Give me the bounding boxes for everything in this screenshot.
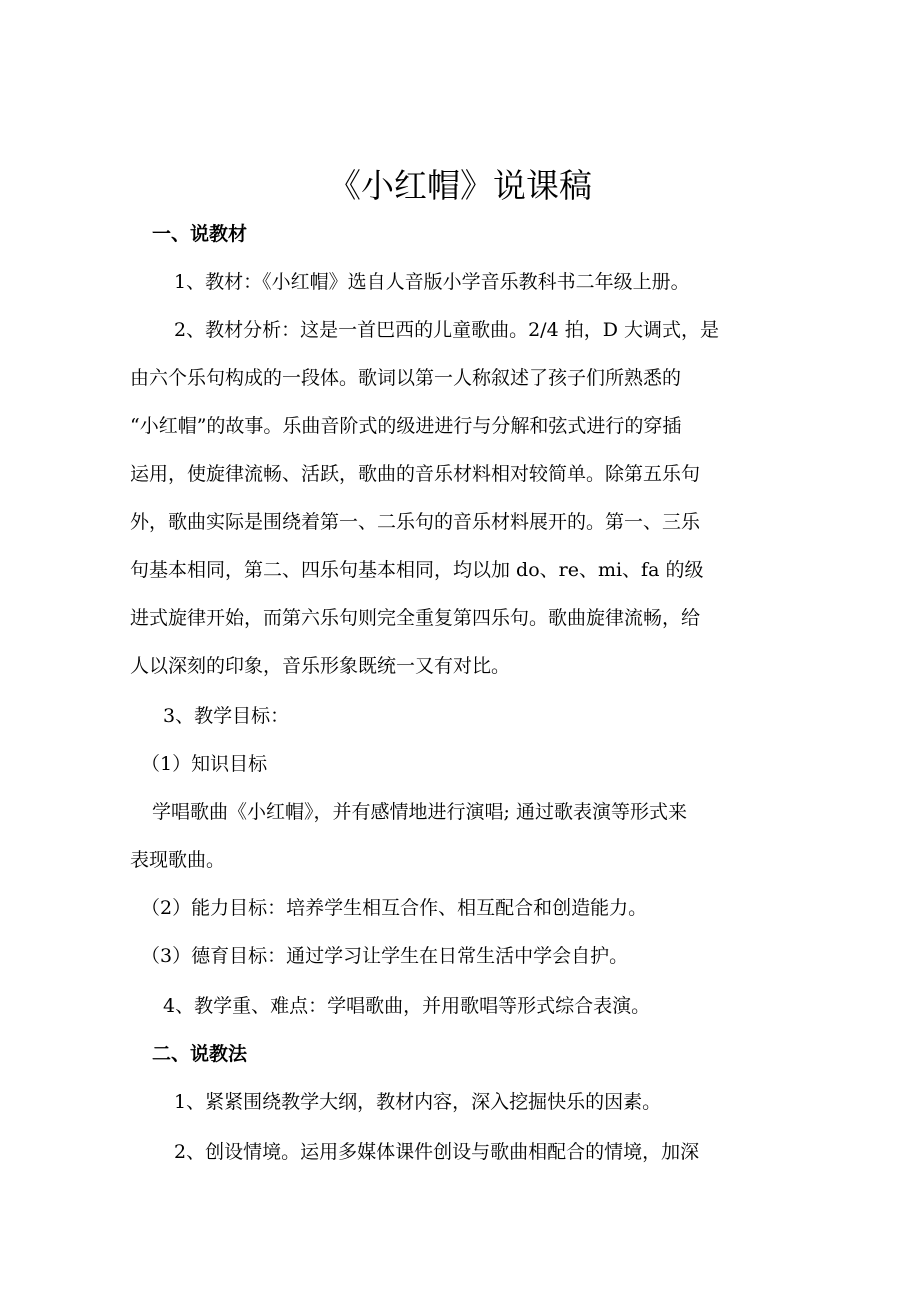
section-heading-methods: 二、说教法 xyxy=(152,1043,248,1065)
paragraph-line: （3）德育目标：通过学习让学生在日常生活中学会自护。 xyxy=(141,945,629,967)
paragraph-line: 进式旋律开始，而第六乐句则完全重复第四乐句。歌曲旋律流畅，给 xyxy=(130,607,701,629)
paragraph-line: 句基本相同，第二、四乐句基本相同，均以加 do、re、mi、fa 的级 xyxy=(130,559,704,581)
paragraph-line: （1）知识目标 xyxy=(141,753,268,775)
paragraph-line: 外，歌曲实际是围绕着第一、二乐句的音乐材料展开的。第一、三乐 xyxy=(130,511,701,533)
paragraph-line: 学唱歌曲《小红帽》，并有感情地进行演唱; 通过歌表演等形式来 xyxy=(152,801,687,823)
paragraph-line: 1、教材：《小红帽》选自人音版小学音乐教科书二年级上册。 xyxy=(174,271,690,293)
document-title: 《小红帽》说课稿 xyxy=(328,166,592,205)
paragraph-line: 运用，使旋律流畅、活跃，歌曲的音乐材料相对较简单。除第五乐句 xyxy=(130,463,701,485)
paragraph-line: “小红帽”的故事。乐曲音阶式的级进进行与分解和弦式进行的穿插 xyxy=(130,415,682,437)
paragraph-line: 2、教材分析：这是一首巴西的儿童歌曲。2/4 拍，D 大调式，是 xyxy=(174,319,719,341)
paragraph-line: 表现歌曲。 xyxy=(130,849,226,871)
section-heading-textbook: 一、说教材 xyxy=(152,223,248,245)
paragraph-line: 人以深刻的印象，音乐形象既统一又有对比。 xyxy=(130,655,511,677)
paragraph-line: 3、教学目标： xyxy=(163,705,290,727)
paragraph-line: （2）能力目标：培养学生相互合作、相互配合和创造能力。 xyxy=(141,897,648,919)
paragraph-line: 由六个乐句构成的一段体。歌词以第一人称叙述了孩子们所熟悉的 xyxy=(130,367,682,389)
paragraph-line: 2、创设情境。运用多媒体课件创设与歌曲相配合的情境，加深 xyxy=(174,1141,700,1163)
paragraph-line: 4、教学重、难点：学唱歌曲，并用歌唱等形式综合表演。 xyxy=(163,995,651,1017)
paragraph-line: 1、紧紧围绕教学大纲，教材内容，深入挖掘快乐的因素。 xyxy=(174,1091,662,1113)
